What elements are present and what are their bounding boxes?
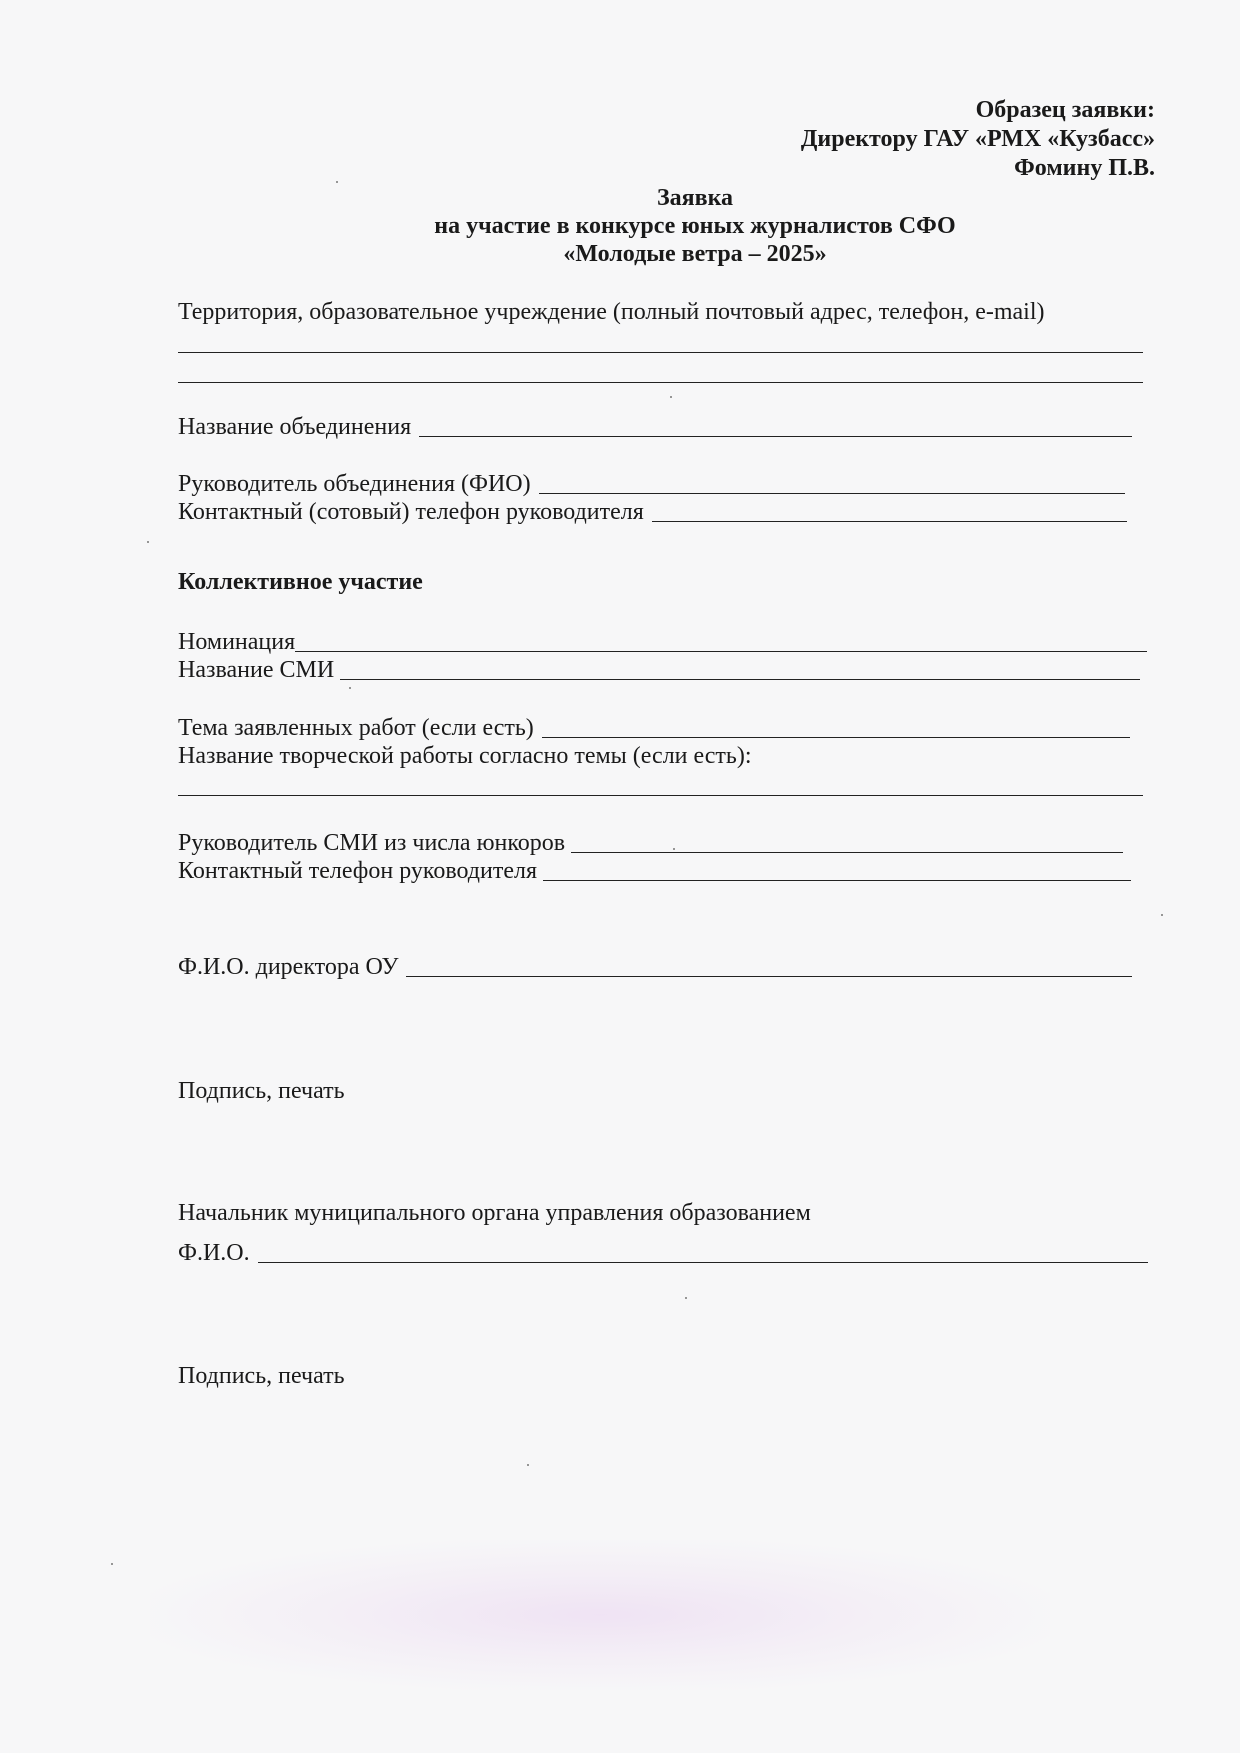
nomination-row — [178, 628, 1147, 656]
media-name-row — [178, 656, 1140, 684]
association-name-label: Название объединения — [178, 414, 412, 440]
addressee-name: Фомину П.В. — [1014, 155, 1155, 181]
scan-speck — [147, 541, 149, 543]
signature-row-1 — [178, 1077, 345, 1105]
association-head-line[interactable] — [539, 493, 1125, 494]
creative-work-label: Название творческой работы согласно темы (если есть): — [178, 743, 752, 769]
director-row — [178, 953, 1132, 981]
media-head-phone-label: Контактный телефон руководителя — [178, 858, 538, 884]
signature-label-2: Подпись, печать — [178, 1363, 345, 1389]
works-topic-row — [178, 714, 1130, 742]
media-name-label: Название СМИ — [178, 657, 335, 683]
page-tint — [150, 1540, 1050, 1690]
form-title — [0, 184, 1240, 268]
nomination-line[interactable] — [295, 651, 1147, 652]
addressee-block — [801, 96, 1155, 183]
municipal-head-label: Начальник муниципального органа управления образованием — [178, 1200, 811, 1226]
municipal-fio-label: Ф.И.О. — [178, 1240, 250, 1266]
works-topic-label: Тема заявленных работ (если есть) — [178, 715, 534, 741]
director-line[interactable] — [406, 976, 1132, 977]
head-phone-line[interactable] — [652, 521, 1127, 522]
creative-work-row — [178, 742, 752, 770]
association-head-row — [178, 470, 1125, 498]
signature-label-1: Подпись, печать — [178, 1078, 345, 1104]
collective-heading-row — [178, 568, 423, 596]
signature-row-2 — [178, 1362, 345, 1390]
title-line-3: «Молодые ветра – 2025» — [563, 241, 827, 267]
director-label: Ф.И.О. директора ОУ — [178, 954, 399, 980]
scan-speck — [349, 687, 351, 689]
sample-label: Образец заявки: — [975, 97, 1155, 123]
association-name-line[interactable] — [419, 436, 1132, 437]
scan-speck — [673, 848, 675, 850]
head-phone-row — [178, 498, 1127, 526]
media-name-line[interactable] — [340, 679, 1140, 680]
municipal-fio-row — [178, 1239, 1148, 1267]
scan-speck — [336, 181, 338, 183]
addressee-org: Директору ГАУ «РМХ «Кузбасс» — [800, 126, 1155, 152]
territory-row — [178, 298, 1045, 326]
collective-heading: Коллективное участие — [178, 569, 423, 595]
municipal-head-row — [178, 1199, 811, 1227]
territory-label: Территория, образовательное учреждение (полный почтовый адрес, телефон, e-mail) — [178, 299, 1045, 325]
nomination-label: Номинация — [178, 629, 296, 655]
media-head-phone-line[interactable] — [543, 880, 1131, 881]
municipal-fio-line[interactable] — [258, 1262, 1148, 1263]
works-topic-line[interactable] — [542, 737, 1130, 738]
scan-speck — [685, 1297, 687, 1299]
title-line-1: Заявка — [656, 185, 734, 211]
association-head-label: Руководитель объединения (ФИО) — [178, 471, 531, 497]
scan-speck — [1161, 914, 1163, 916]
media-head-row — [178, 829, 1123, 857]
title-line-2: на участие в конкурсе юных журналистов СФО — [434, 213, 956, 239]
media-head-phone-row — [178, 857, 1131, 885]
scan-speck — [111, 1563, 113, 1565]
scan-speck — [527, 1464, 529, 1466]
territory-line-2[interactable] — [178, 382, 1143, 383]
head-phone-label: Контактный (сотовый) телефон руководителя — [178, 499, 644, 525]
media-head-line[interactable] — [571, 852, 1123, 853]
territory-line-1[interactable] — [178, 352, 1143, 353]
scan-speck — [670, 396, 672, 398]
media-head-label: Руководитель СМИ из числа юнкоров — [178, 830, 566, 856]
creative-work-line[interactable] — [178, 795, 1143, 796]
association-name-row — [178, 413, 1132, 441]
